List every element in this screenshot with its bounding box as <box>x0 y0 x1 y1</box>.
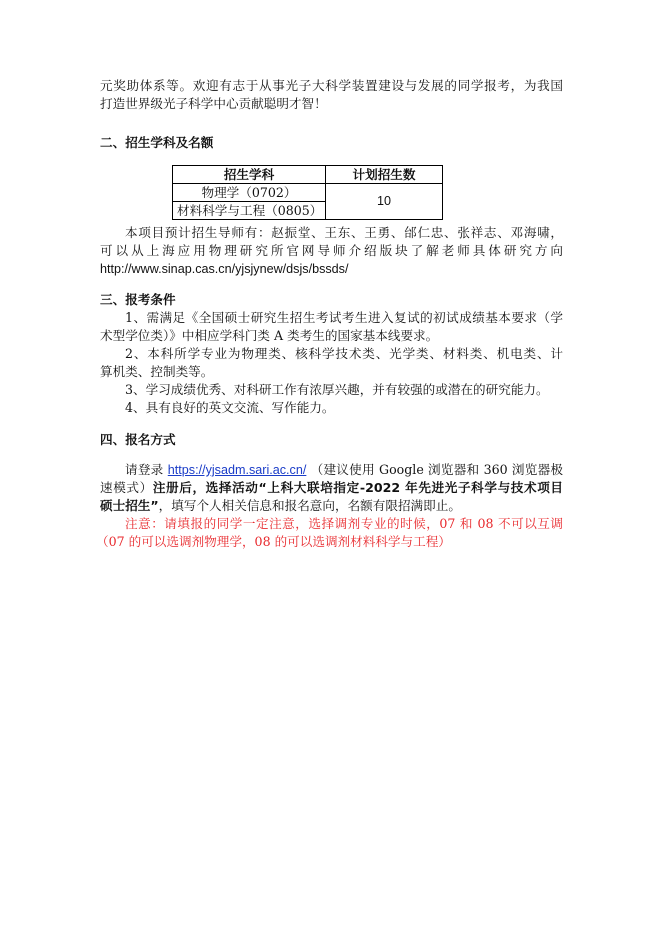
enrollment-table <box>172 165 443 220</box>
mode-text: 速模式） <box>100 480 153 495</box>
header-quota: 计划招生数 <box>326 166 443 184</box>
condition-line: 术型学位类）》中相应学科门类 A 类考生的国家基本线要求。 <box>100 328 439 343</box>
activity-line <box>100 479 563 497</box>
activity-line-2 <box>100 497 563 515</box>
activity-instruction: 注册后，选择活动“上科大联培指定-2022 年先进光子科学与技术项目 <box>152 480 563 495</box>
section3-heading: 三、报考条件 <box>100 292 176 307</box>
advisors-line-1: 本项目预计招生导师有：赵振堂、王东、王勇、邰仁忠、张祥志、邓海啸， <box>125 225 563 240</box>
intro-line-2: 打造世界级光子科学中心贡献聪明才智！ <box>100 96 327 111</box>
condition-line: 算机类、控制类等。 <box>100 364 214 379</box>
header-subject: 招生学科 <box>173 166 326 184</box>
subject-cell: 材料科学与工程（0805） <box>173 202 326 220</box>
advisors-line-2: 可以从上海应用物理研究所官网导师介绍版块了解老师具体研究方向 <box>100 243 563 258</box>
advisors-url: http://www.sinap.cas.cn/yjsjynew/dsjs/bssds/ <box>100 262 349 276</box>
condition-line: 2、本科所学专业为物理类、核科学技术类、光学类、材料类、机电类、计 <box>125 346 563 361</box>
registration-link[interactable]: https://yjsadm.sari.ac.cn/ <box>167 463 307 477</box>
note-line-1: 注意：请填报的同学一定注意，选择调剂专业的时候，07 和 08 不可以互调 <box>125 516 563 531</box>
section4-heading: 四、报名方式 <box>100 432 176 447</box>
section2-heading: 二、招生学科及名额 <box>100 135 214 150</box>
table-header-row <box>173 166 443 184</box>
login-prefix: 请登录 <box>125 462 164 477</box>
condition-line: 4、具有良好的英文交流、写作能力。 <box>125 400 335 415</box>
activity-name-end: 硕士招生” <box>100 498 159 513</box>
condition-line: 3、学习成绩优秀、对科研工作有浓厚兴趣，并有较强的或潜在的研究能力。 <box>125 382 549 397</box>
condition-line: 1、需满足《全国硕士研究生招生考试考生进入复试的初试成绩基本要求（学 <box>125 310 563 325</box>
table-row <box>173 184 443 202</box>
quota-cell: 10 <box>326 184 443 220</box>
note-line-2: （07 的可以选调剂物理学，08 的可以选调剂材料科学与工程） <box>96 534 451 549</box>
subject-cell: 物理学（0702） <box>173 184 326 202</box>
login-line <box>100 461 563 479</box>
fill-info-text: ，填写个人相关信息和报名意向，名额有限招满即止。 <box>158 498 461 513</box>
intro-line-1: 元奖助体系等。欢迎有志于从事光子大科学装置建设与发展的同学报考，为我国 <box>100 78 563 93</box>
login-suffix: （建议使用 Google 浏览器和 360 浏览器极 <box>310 462 563 477</box>
